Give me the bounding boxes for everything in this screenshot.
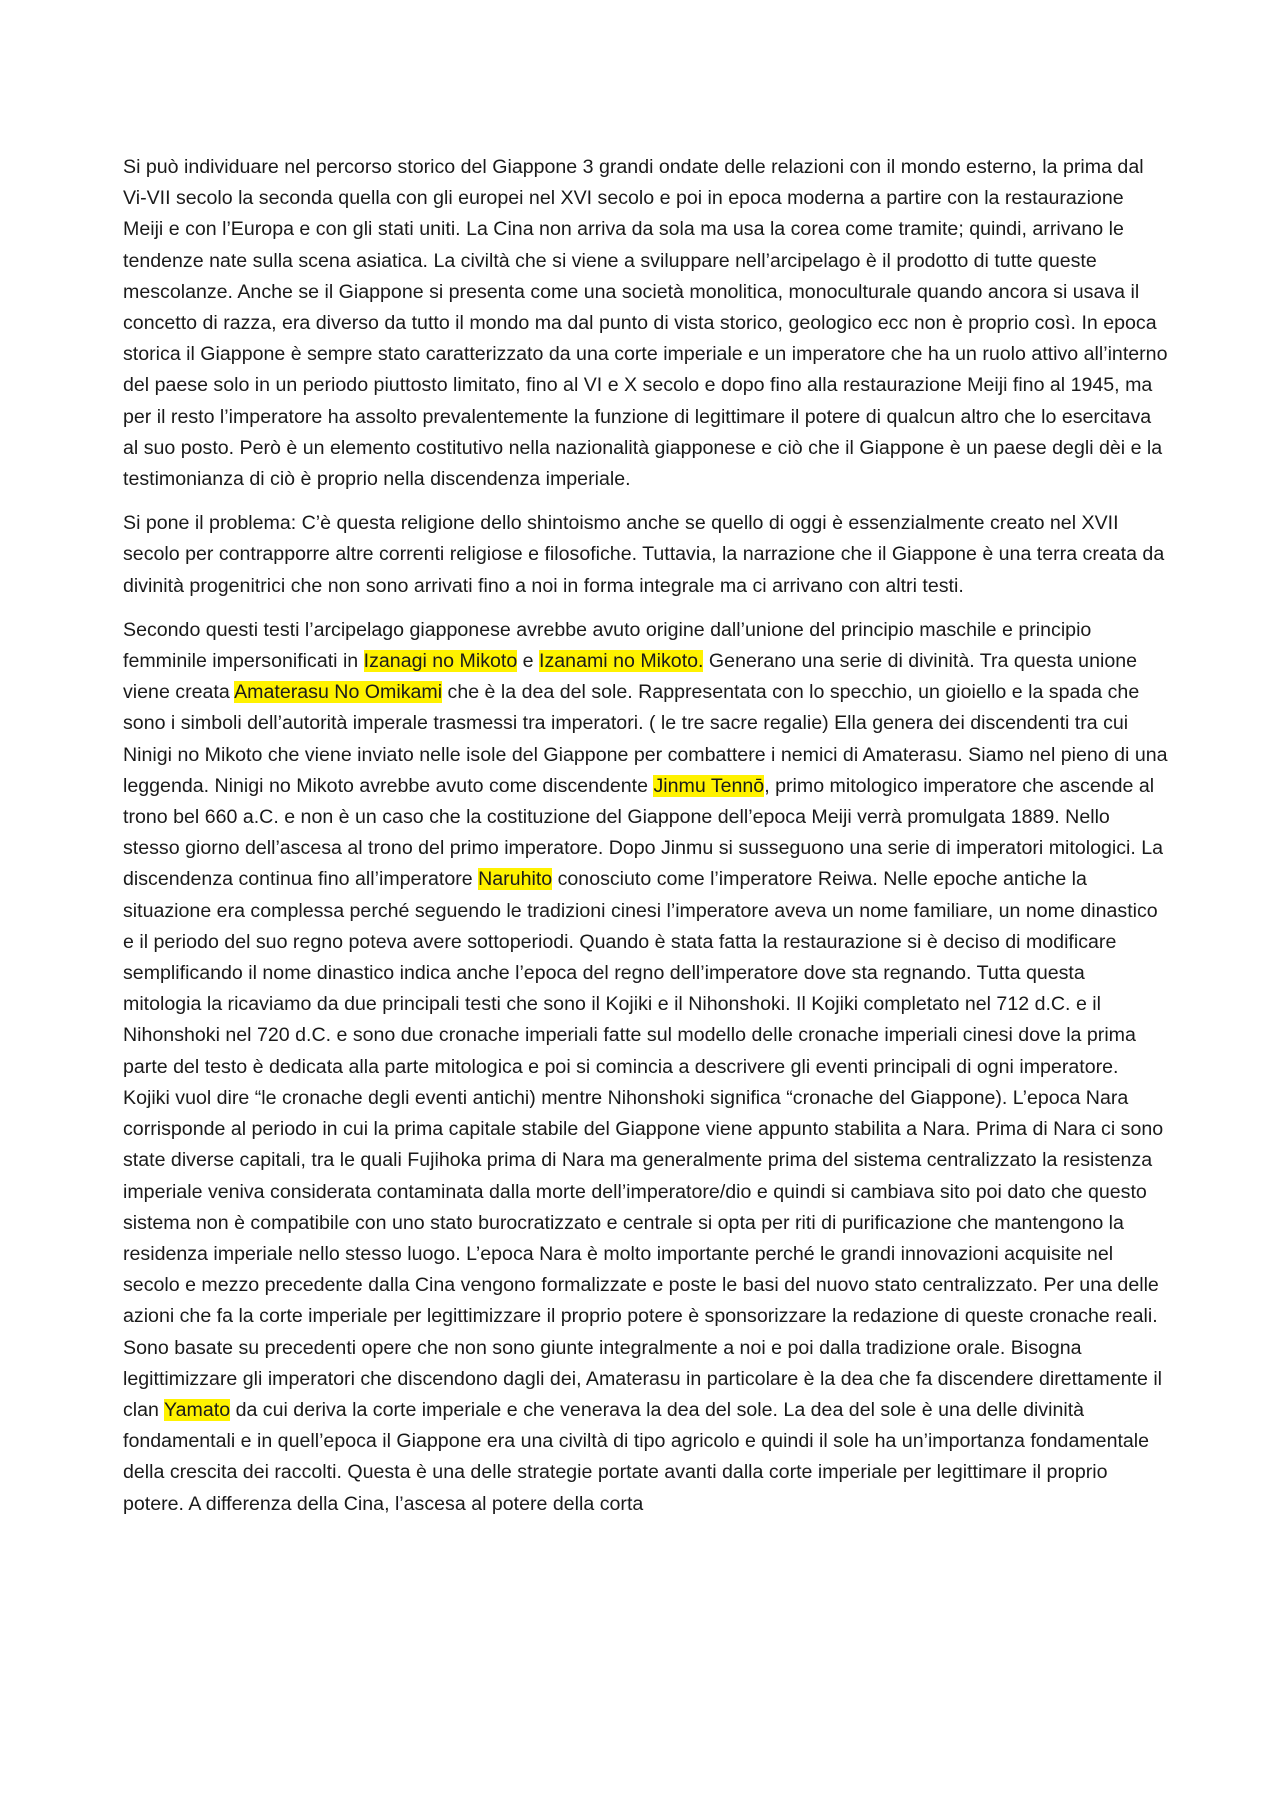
highlighted-text: Yamato <box>164 1398 231 1421</box>
paragraph <box>123 152 1168 495</box>
highlighted-text: Izanami no Mikoto. <box>539 650 704 673</box>
text-segment: che è la dea del sole. Rappresentata con lo specchio, un gioiello e la spada che sono i simboli dell’autorità imperale trasmessi tra imperatori. ( le tre sacre regalie) Ella genera dei discendenti tra cui Ninigi no Mikoto che viene inviato nelle isole del Giappone per combattere i nemici di Amaterasu. Siamo nel pieno di una leggenda. Ninigi no Mikoto avrebbe avuto come discendente <box>123 681 1168 797</box>
text-segment: conosciuto come l’imperatore Reiwa. Nelle epoche antiche la situazione era complessa perché seguendo le tradizioni cinesi l’imperatore aveva un nome familiare, un nome dinastico e il periodo del suo regno poteva avere sottoperiodi. Quando è stata fatta la restaurazione si è deciso di modificare semplificando il nome dinastico indica anche l’epoca del regno dell’imperatore dove sta regnando. Tutta questa mitologia la ricaviamo da due principali testi che sono il Kojiki e il Nihonshoki. Il Kojiki completato nel 712 d.C. e il Nihonshoki nel 720 d.C. e sono due cronache imperiali fatte sul modello delle cronache imperiali cinesi dove la prima parte del testo è dedicata alla parte mitologica e poi si comincia a descrivere gli eventi principali di ogni imperatore. Kojiki vuol dire “le cronache degli eventi antichi) mentre Nihonshoki significa “cronache del Giappone). L’epoca Nara corrisponde al periodo in cui la prima capitale stabile del Giappone viene appunto stabilita a Nara. Prima di Nara ci sono state diverse capitali, tra le quali Fujihoka prima di Nara ma generalmente prima del sistema centralizzato la resistenza imperiale veniva considerata contaminata dalla morte dell’imperatore/dio e quindi si cambiava sito poi dato che questo sistema non è compatibile con uno stato burocratizzato e centrale si opta per riti di purificazione che mantengono la residenza imperiale nello stesso luogo. L’epoca Nara è molto importante perché le grandi innovazioni acquisite nel secolo e mezzo precedente dalla Cina vengono formalizzate e poste le basi del nuovo stato centralizzato. Per una delle azioni che fa la corte imperiale per legittimizzare il proprio potere è sponsorizzare la redazione di queste cronache reali. Sono basate su precedenti opere che non sono giunte integralmente a noi e poi dalla tradizione orale. Bisogna legittimizzare gli imperatori che discendono dagli dei, Amaterasu in particolare è la dea che fa discendere direttamente il clan <box>123 868 1164 1421</box>
highlighted-text: Amaterasu No Omikami <box>234 681 443 704</box>
text-segment: Si può individuare nel percorso storico del Giappone 3 grandi ondate delle relazioni con il mondo esterno, la prima dal Vi-VII secolo la seconda quella con gli europei nel XVI secolo e poi in epoca moderna a partire con la restaurazione Meiji e con l’Europa e con gli stati uniti. La Cina non arriva da sola ma usa la corea come tramite; quindi, arrivano le tendenze nate sulla scena asiatica. La civiltà che si viene a sviluppare nell’arcipelago è il prodotto di tutte queste mescolanze. Anche se il Giappone si presenta come una società monolitica, monoculturale quando ancora si usava il concetto di razza, era diverso da tutto il mondo ma dal punto di vista storico, geologico ecc non è proprio così. In epoca storica il Giappone è sempre stato caratterizzato da una corte imperiale e un imperatore che ha un ruolo attivo all’interno del paese solo in un periodo piuttosto limitato, fino al VI e X secolo e dopo fino alla restaurazione Meiji fino al 1945, ma per il resto l’imperatore ha assolto prevalentemente la funzione di legittimare il potere di qualcun altro che lo esercitava al suo posto. Però è un elemento costitutivo nella nazionalità giapponese e ciò che il Giappone è un paese degli dèi e la testimonianza di ciò è proprio nella discendenza imperiale. <box>123 156 1168 491</box>
text-segment: Generano una serie di divinità. Tra questa unione viene creata <box>123 650 1138 704</box>
highlighted-text: Naruhito <box>478 868 553 891</box>
highlighted-text: Jinmu Tennō <box>653 774 765 797</box>
text-segment: da cui deriva la corte imperiale e che venerava la dea del sole. La dea del sole è una delle divinità fondamentali e in quell’epoca il Giappone era una civiltà di tipo agricolo e quindi il sole ha un’importanza fondamentale della crescita dei raccolti. Questa è una delle strategie portate avanti dalla corte imperiale per legittimare il proprio potere. A differenza della Cina, l’ascesa al potere della corta <box>123 1398 1150 1515</box>
text-segment: Si pone il problema: C’è questa religione dello shintoismo anche se quello di oggi è essenzialmente creato nel XVII secolo per contrapporre altre correnti religiose e filosofiche. Tuttavia, la narrazione che il Giappone è una terra creata da divinità progenitrici che non sono arrivati fino a noi in forma integrale ma ci arrivano con altri testi. <box>123 512 1165 597</box>
paragraph <box>123 508 1168 602</box>
text-segment: Secondo questi testi l’arcipelago giapponese avrebbe avuto origine dall’unione del principio maschile e principio femminile impersonificati in <box>123 618 1092 673</box>
paragraph <box>123 615 1168 1520</box>
highlighted-text: Izanagi no Mikoto <box>363 650 518 673</box>
document-body <box>123 152 1168 1533</box>
text-segment: , primo mitologico imperatore che ascende al trono bel 660 a.C. e non è un caso che la costituzione del Giappone dell’epoca Meiji verrà promulgata 1889. Nello stesso giorno dell’ascesa al trono del primo imperatore. Dopo Jinmu si susseguono una serie di imperatori mitologici. La discendenza continua fino all’imperatore <box>123 774 1164 891</box>
text-segment: e <box>517 650 540 673</box>
